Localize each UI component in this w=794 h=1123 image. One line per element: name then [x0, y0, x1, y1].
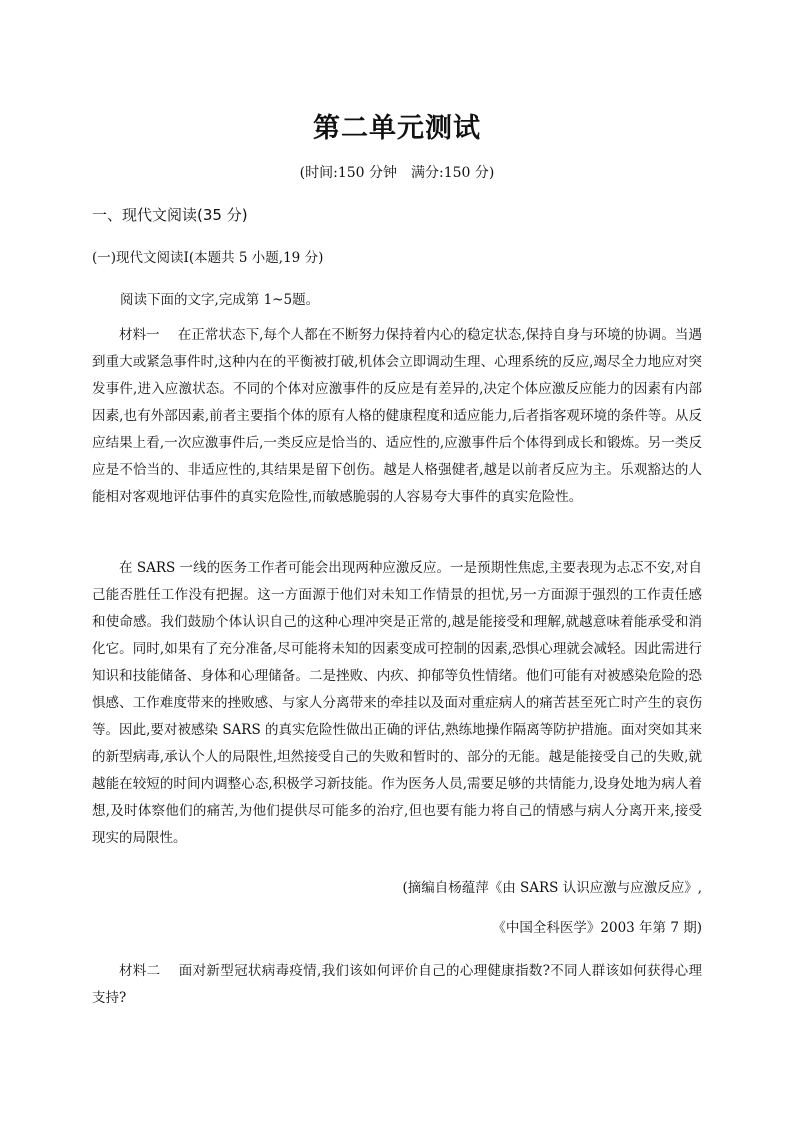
material-two-text: 面对新型冠状病毒疫情,我们该如何评价自己的心理健康指数?不同人群该如何获得心理支持? — [92, 963, 703, 1006]
material-one-paragraph-two: 在 SARS 一线的医务工作者可能会出现两种应激反应。一是预期性焦虑,主要表现为忐忑不安,对自己能否胜任工作没有把握。这一方面源于他们对未知工作情景的担忧,另一方面源于强烈的工作责任感和使命感。我们鼓励个体认识自己的这种心理冲突是正常的,越是能接受和理解,就越意味着能承受和消化它。同时,如果有了充分准备,尽可能将未知的因素变成可控制的因素,恐惧心理就会减轻。因此需进行知识和技能储备、身体和心理储备。二是挫败、内疚、抑郁等负性情绪。他们可能有对被感染危险的恐惧感、工作难度带来的挫败感、与家人分离带来的牵挂以及面对重症病人的痛苦甚至死亡时产生的哀伤等。因此,要对被感染 SARS 的真实危险性做出正确的评估,熟练地操作隔离等防护措施。面对突如其来的新型病毒,承认个人的局限性,坦然接受自己的失败和暂时的、部分的无能。越是能接受自己的失败,就越能在较短的时间内调整心态,积极学习新技能。作为医务人员,需要足够的共情能力,设身处地为病人着想,及时体察他们的痛苦,为他们提供尽可能多的治疗,但也要有能力将自己的情感与病人分离开来,接受现实的局限性。 — [92, 560, 702, 846]
reading-instruction: 阅读下面的文字,完成第 1~5题。 — [120, 292, 320, 308]
source-citation-line-1: (摘编自杨蕴萍《由 SARS 认识应激与应激反应》, — [402, 880, 702, 896]
page-title: 第二单元测试 — [313, 113, 481, 144]
source-citation-line-2: 《中国全科医学》2003 年第 7 期) — [492, 920, 702, 936]
material-two-label: 材料二 — [119, 963, 161, 979]
subsection-heading: (一)现代文阅读Ⅰ(本题共 5 小题,19 分) — [92, 250, 324, 266]
material-one-text: 在正常状态下,每个人都在不断努力保持着内心的稳定状态,保持自身与环境的协调。当遇到重大或紧急事件时,这种内在的平衡被打破,机体会立即调动生理、心理系统的反应,竭尽全力地应对突发事件,进入应激状态。不同的个体对应激事件的反应是有差异的,决定个体应激反应能力的因素有内部因素,也有外部因素,前者主要指个体的原有人格的健康程度和适应能力,后者指客观环境的条件等。从反应结果上看,一次应激事件后,一类反应是恰当的、适应性的,应激事件后个体得到成长和锻炼。另一类反应是不恰当的、非适应性的,其结果是留下创伤。越是人格强健者,越是以前者反应为主。乐观豁达的人能相对客观地评估事件的真实危险性,而敏感脆弱的人容易夸大事件的真实危险性。 — [92, 327, 702, 505]
material-two-paragraph — [92, 958, 702, 1012]
section-heading: 一、现代文阅读(35 分) — [92, 206, 248, 224]
material-one-label: 材料一 — [119, 327, 160, 343]
exam-time-score: (时间:150 分钟 满分:150 分) — [299, 165, 495, 181]
material-one-paragraph — [92, 322, 702, 511]
